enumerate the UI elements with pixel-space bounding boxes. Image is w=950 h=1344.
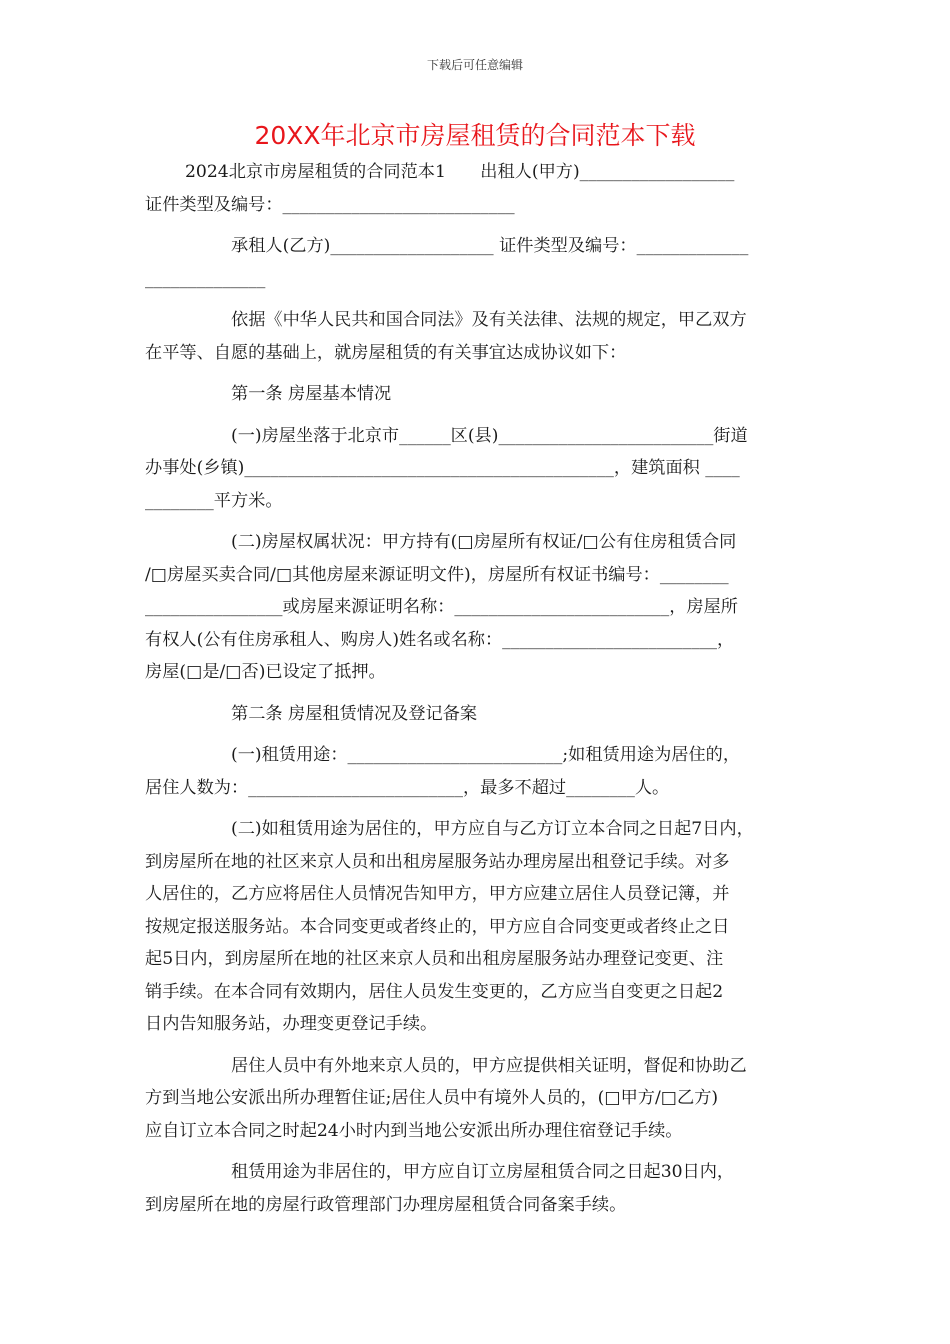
article-1-1-line-2: 办事处(乡镇)___________________________________________，建筑面积 ____: [145, 458, 740, 478]
lessor-id-line: 证件类型及编号：___________________________: [145, 194, 515, 215]
article-1-1-line-1: (一)房屋坐落于北京市______区(县)_________________________街道: [231, 425, 748, 446]
article-2-heading: 第二条 房屋租赁情况及登记备案: [231, 703, 478, 724]
article-2-2-line-5: 起5日内，到房屋所在地的社区来京人员和出租房屋服务站办理登记变更、注: [145, 949, 724, 969]
article-1-2-line-4: 有权人(公有住房承租人、购房人)姓名或名称：_________________________，: [145, 629, 735, 650]
non-residential-line-2: 到房屋所在地的房屋行政管理部门办理房屋租赁合同备案手续。: [145, 1194, 627, 1215]
article-2-2-line-7: 日内告知服务站，办理变更登记手续。: [145, 1014, 438, 1034]
article-2-2-line-1: (二)如租赁用途为居住的，甲方应自与乙方订立本合同之日起7日内，: [231, 819, 754, 839]
outside-residents-line-2: 方到当地公安派出所办理暂住证;居住人员中有境外人员的，(□甲方/□乙方): [145, 1088, 719, 1108]
outside-residents-line-1: 居住人员中有外地来京人员的，甲方应提供相关证明，督促和协助乙: [231, 1055, 747, 1076]
article-2-2-line-3: 人居住的，乙方应将居住人员情况告知甲方，甲方应建立居住人员登记簿，并: [145, 884, 730, 904]
article-1-1-line-3: ________平方米。: [145, 490, 283, 511]
article-2-1-line-2: 居住人数为：_________________________，最多不超过________人。: [145, 777, 670, 798]
lessee-id-line: ______________: [145, 268, 266, 289]
article-2-1-line-1: (一)租赁用途：_________________________;如租赁用途为居住的，: [231, 745, 741, 765]
page-header-note: 下载后可任意编辑: [426, 58, 523, 72]
preamble-line-1: 依据《中华人民共和国合同法》及有关法律、法规的规定，甲乙双方: [231, 310, 747, 330]
preamble-line-2: 在平等、自愿的基础上，就房屋租赁的有关事宜达成协议如下：: [145, 342, 627, 363]
non-residential-line-1: 租赁用途为非居住的，甲方应自订立房屋租赁合同之日起30日内，: [231, 1162, 735, 1182]
contract-intro-line: 2024北京市房屋租赁的合同范本1 出租人(甲方)__________________: [185, 162, 735, 182]
lessee-line: 承租人(乙方)___________________ 证件类型及编号：_____________: [231, 236, 749, 256]
document-title: 20XX年北京市房屋租赁的合同范本下载: [254, 121, 696, 150]
outside-residents-line-3: 应自订立本合同之时起24小时内到当地公安派出所办理住宿登记手续。: [145, 1120, 683, 1141]
article-1-2-line-2: /□房屋买卖合同/□其他房屋来源证明文件)，房屋所有权证书编号：________: [145, 564, 729, 585]
article-1-2-line-3: ________________或房屋来源证明名称：_________________________，房屋所: [145, 597, 738, 617]
article-1-2-line-5: 房屋(□是/□否)已设定了抵押。: [145, 662, 386, 682]
article-1-2-line-1: (二)房屋权属状况：甲方持有(□房屋所有权证/□公有住房租赁合同: [231, 532, 737, 552]
article-2-2-line-2: 到房屋所在地的社区来京人员和出租房屋服务站办理房屋出租登记手续。对多: [145, 851, 730, 872]
article-2-2-line-6: 销手续。在本合同有效期内，居住人员发生变更的，乙方应当自变更之日起2: [145, 981, 724, 1002]
article-2-2-line-4: 按规定报送服务站。本合同变更或者终止的，甲方应自合同变更或者终止之日: [145, 916, 730, 937]
document-body: [145, 156, 807, 1221]
article-1-heading: 第一条 房屋基本情况: [231, 384, 392, 404]
